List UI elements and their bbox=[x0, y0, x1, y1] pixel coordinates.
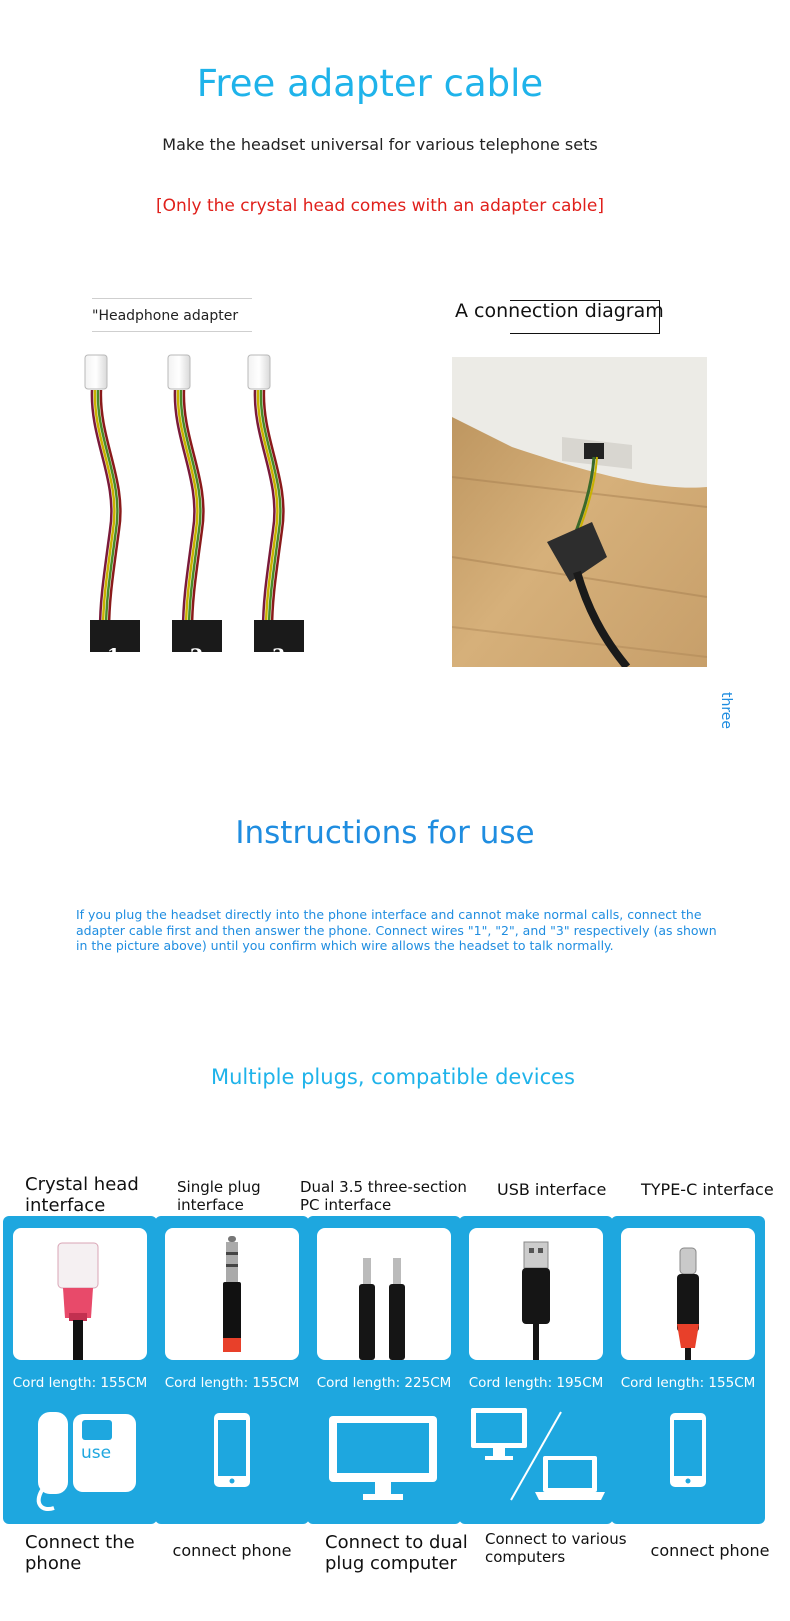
monitor-icon bbox=[327, 1414, 439, 1504]
plug-head-usb: USB interface bbox=[497, 1180, 607, 1199]
plug-head-crystal: Crystal head interface bbox=[25, 1174, 139, 1216]
page-subtitle: Make the headset universal for various telephone sets bbox=[162, 135, 598, 154]
cord-length-dual: Cord length: 225CM bbox=[316, 1375, 452, 1391]
foot-usb: Connect to various computers bbox=[485, 1530, 627, 1566]
foot-single: connect phone bbox=[172, 1541, 292, 1560]
adapter-note: [Only the crystal head comes with an adapter cable] bbox=[156, 196, 604, 216]
plug-card-typec bbox=[611, 1216, 765, 1524]
instructions-title: Instructions for use bbox=[235, 815, 535, 851]
instructions-text: If you plug the headset directly into the phone interface and cannot make normal calls, connect the adapter cable first and then answer the phone. Connect wires "1", "2", and "3" respectively (as shown in the picture above) until you confirm which wire allows the headset to talk normally. bbox=[76, 907, 717, 953]
plug-head-single: Single plug interface bbox=[177, 1178, 261, 1214]
connection-photo bbox=[452, 357, 707, 667]
cord-length-crystal: Cord length: 155CM bbox=[12, 1375, 148, 1391]
cord-length-typec: Cord length: 155CM bbox=[620, 1375, 756, 1391]
connection-diagram-label: A connection diagram bbox=[455, 300, 664, 322]
plug-head-dual: Dual 3.5 three-section PC interface bbox=[300, 1178, 467, 1214]
adapter-number-1: 1 bbox=[107, 645, 121, 667]
foot-typec: connect phone bbox=[650, 1541, 770, 1560]
adapter-number-2: 2 bbox=[190, 645, 204, 667]
desk-phone-use-text: use bbox=[81, 1443, 112, 1463]
adapter-cables-illustration bbox=[70, 350, 330, 670]
usb-plug-icon bbox=[469, 1228, 603, 1360]
cord-length-single: Cord length: 155CM bbox=[164, 1375, 300, 1391]
adapter-cable-3 bbox=[248, 355, 304, 652]
plug-card-crystal bbox=[3, 1216, 157, 1524]
headphone-adapter-label: "Headphone adapter bbox=[92, 298, 252, 332]
page-title: Free adapter cable bbox=[196, 62, 544, 105]
smartphone-icon bbox=[669, 1412, 707, 1488]
type-c-plug-icon bbox=[621, 1228, 755, 1360]
computers-icon bbox=[469, 1406, 609, 1506]
foot-crystal: Connect the phone bbox=[25, 1532, 135, 1574]
plug-head-typec: TYPE-C interface bbox=[641, 1180, 774, 1199]
dual-3.5mm-plug-icon bbox=[317, 1228, 451, 1360]
side-label-three: three bbox=[718, 692, 734, 730]
adapter-cable-1 bbox=[85, 355, 140, 652]
crystal-head-plug-icon bbox=[13, 1228, 147, 1360]
foot-dual: Connect to dual plug computer bbox=[325, 1532, 468, 1574]
plug-card-dual bbox=[307, 1216, 461, 1524]
plug-card-usb bbox=[459, 1216, 613, 1524]
adapter-number-3: 3 bbox=[272, 645, 286, 667]
plug-card-single bbox=[155, 1216, 309, 1524]
adapter-cable-2 bbox=[168, 355, 222, 652]
plugs-title: Multiple plugs, compatible devices bbox=[211, 1065, 575, 1089]
smartphone-icon bbox=[213, 1412, 251, 1488]
single-3.5mm-plug-icon bbox=[165, 1228, 299, 1360]
cord-length-usb: Cord length: 195CM bbox=[468, 1375, 604, 1391]
